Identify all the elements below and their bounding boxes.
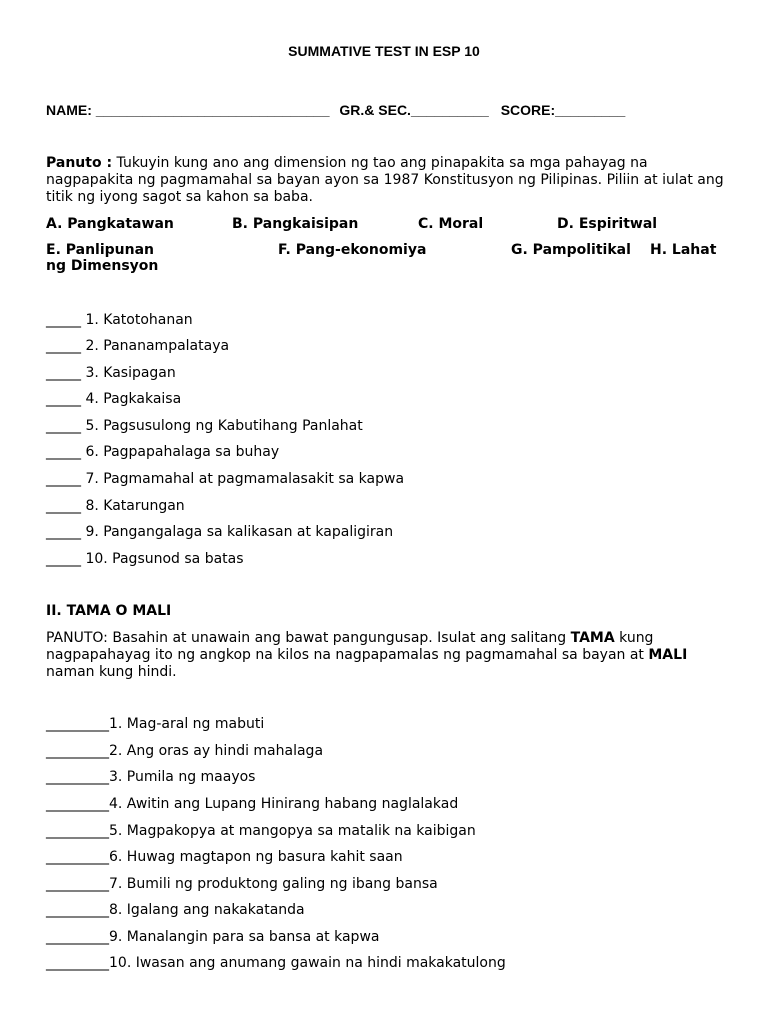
list-item: _____ 1. Katotohanan [46, 312, 193, 328]
answer-blank[interactable]: _____ [46, 471, 81, 487]
choice-g: G. Pampolitikal [511, 242, 631, 258]
list-item: _________7. Bumili ng produktong galing ng ibang bansa [46, 876, 438, 892]
answer-blank[interactable]: _____ [46, 498, 81, 514]
answer-blank[interactable]: _________ [46, 796, 109, 812]
answer-blank[interactable]: _________ [46, 743, 109, 759]
name-label: NAME: [46, 102, 92, 118]
part1-instructions [46, 155, 726, 206]
score-label: SCORE: [500, 102, 556, 118]
choice-h: H. Lahat [650, 242, 717, 258]
list-item: _____ 7. Pagmamahal at pagmamalasakit sa kapwa [46, 471, 405, 487]
student-info-line [46, 102, 629, 119]
answer-blank[interactable]: _____ [46, 418, 81, 434]
page-title: SUMMATIVE TEST IN ESP 10 [288, 43, 480, 59]
answer-blank[interactable]: _________ [46, 716, 109, 732]
score-blank[interactable]: _________ [555, 102, 626, 118]
answer-blank[interactable]: _____ [46, 524, 81, 540]
answer-blank[interactable]: _________ [46, 929, 109, 945]
list-item: _____ 8. Katarungan [46, 498, 185, 514]
answer-blank[interactable]: _________ [46, 955, 109, 971]
list-item: _________10. Iwasan ang anumang gawain na hindi makakatulong [46, 955, 506, 971]
panuto-text: Tukuyin kung ano ang dimension ng tao ang pinapakita sa mga pahayag na nagpapakita ng pagmamahal sa bayan ayon sa 1987 Konstitusyon ng Pilipinas. Piliin at iulat ang titik ng iyong sagot sa kahon sa baba. [46, 155, 724, 205]
answer-blank[interactable]: _____ [46, 338, 81, 354]
choice-f: F. Pang-ekonomiya [278, 242, 427, 258]
choice-e: E. Panlipunan [46, 242, 155, 258]
list-item: _____ 10. Pagsunod sa batas [46, 551, 244, 567]
answer-blank[interactable]: _________ [46, 769, 109, 785]
choice-d: D. Espiritwal [557, 216, 658, 232]
list-item: _________2. Ang oras ay hindi mahalaga [46, 743, 324, 759]
answer-blank[interactable]: _________ [46, 823, 109, 839]
answer-blank[interactable]: _____ [46, 312, 81, 328]
list-item: _____ 5. Pagsusulong ng Kabutihang Panlahat [46, 418, 363, 434]
list-item: _________1. Mag-aral ng mabuti [46, 716, 265, 732]
list-item: _____ 6. Pagpapahalaga sa buhay [46, 444, 280, 460]
list-item: _____ 3. Kasipagan [46, 365, 176, 381]
choice-a: A. Pangkatawan [46, 216, 174, 232]
list-item: _________8. Igalang ang nakakatanda [46, 902, 305, 918]
answer-blank[interactable]: _________ [46, 876, 109, 892]
part2-heading: II. TAMA O MALI [46, 603, 172, 619]
choice-c: C. Moral [418, 216, 484, 232]
list-item: _____ 2. Pananampalataya [46, 338, 230, 354]
list-item: _________4. Awitin ang Lupang Hinirang habang naglalakad [46, 796, 459, 812]
list-item: _____ 4. Pagkakaisa [46, 391, 182, 407]
list-item: _________3. Pumila ng maayos [46, 769, 256, 785]
list-item: _________6. Huwag magtapon ng basura kahit saan [46, 849, 403, 865]
answer-blank[interactable]: _________ [46, 902, 109, 918]
grade-section-label: GR.& SEC. [339, 102, 411, 118]
choice-h-continued: ng Dimensyon [46, 258, 159, 274]
list-item: _________5. Magpakopya at mangopya sa matalik na kaibigan [46, 823, 476, 839]
grade-section-blank[interactable]: __________ [410, 102, 489, 118]
answer-blank[interactable]: _____ [46, 365, 81, 381]
list-item: _________9. Manalangin para sa bansa at kapwa [46, 929, 380, 945]
panuto-label: Panuto : [46, 155, 113, 171]
answer-blank[interactable]: _____ [46, 551, 81, 567]
choice-b: B. Pangkaisipan [232, 216, 359, 232]
list-item: _____ 9. Pangangalaga sa kalikasan at kapaligiran [46, 524, 394, 540]
answer-blank[interactable]: _________ [46, 849, 109, 865]
part2-instructions: PANUTO: Basahin at unawain ang bawat pangungusap. Isulat ang salitang TAMA kung nagpapahayag ito ng angkop na kilos na nagpapamalas ng pagmamahal sa bayan at MALI naman kung hindi. [46, 630, 688, 680]
answer-blank[interactable]: _____ [46, 391, 81, 407]
answer-blank[interactable]: _____ [46, 444, 81, 460]
name-blank[interactable]: ______________________________ [95, 102, 330, 118]
